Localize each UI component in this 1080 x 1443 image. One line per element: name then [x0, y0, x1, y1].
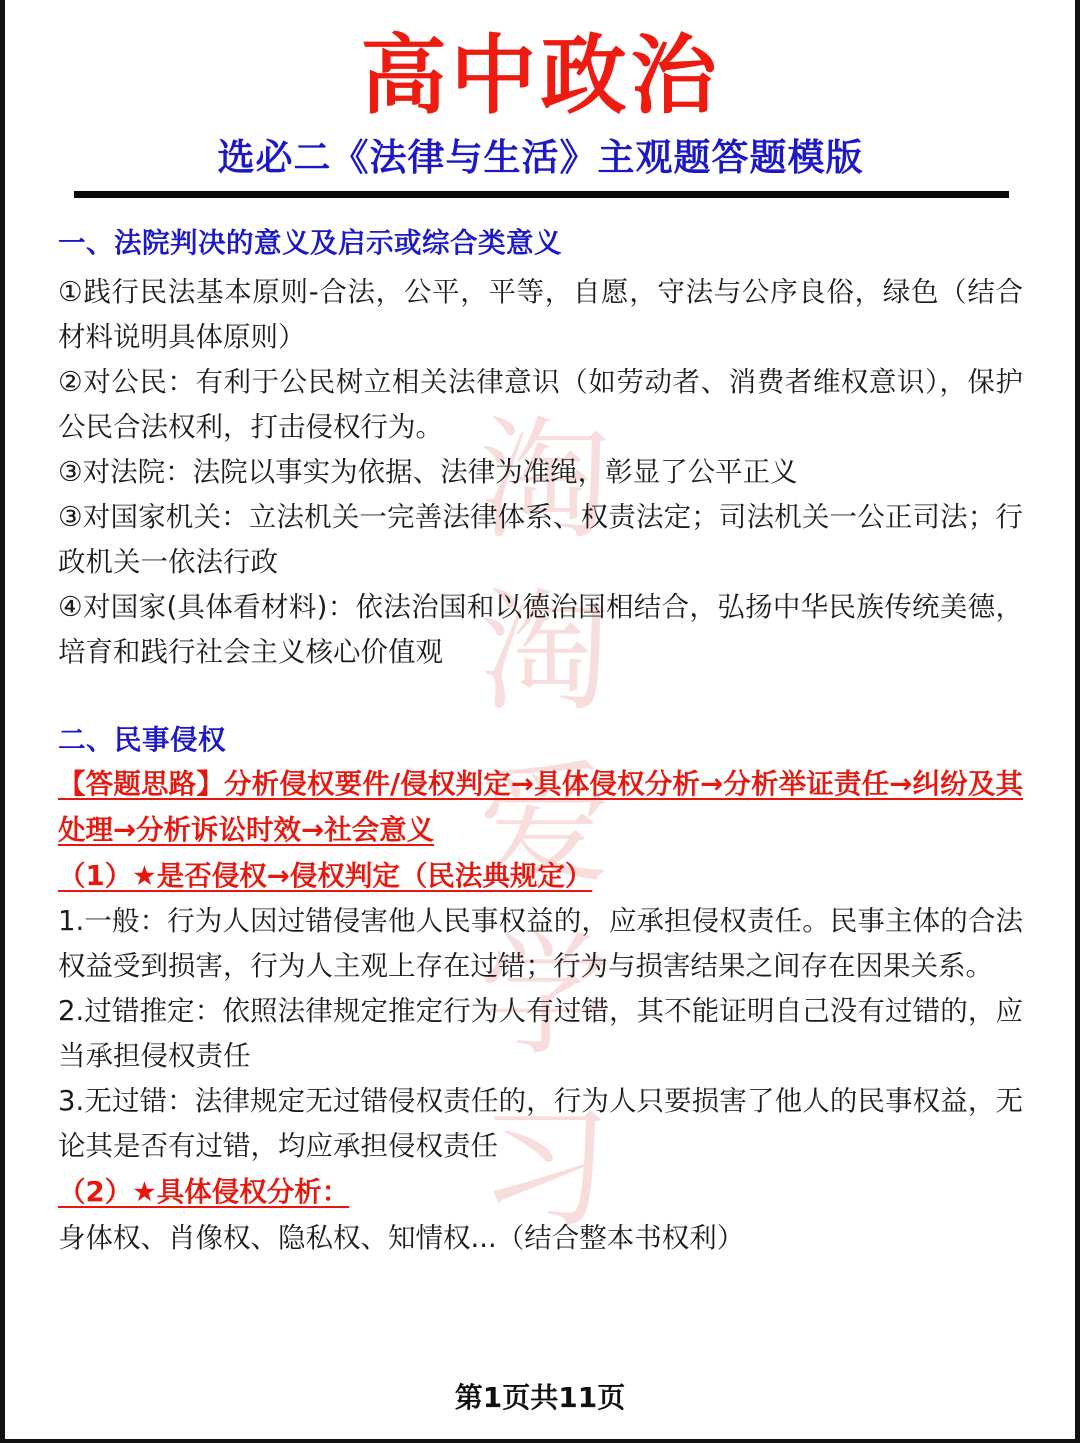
section-heading-1: 一、法院判决的意义及启示或综合类意义: [58, 227, 562, 259]
watermark-char: 淘: [479, 576, 611, 730]
list-item: 2.过错推定：依照法律规定推定行为人有过错，其不能证明自己没有过错的，应当承担侵权责任: [58, 995, 1023, 1072]
watermark-char: 习: [479, 1092, 611, 1246]
page-title-main: 高中政治: [360, 26, 721, 126]
list-item: ③对法院：法院以事实为依据、法律为准绳，彰显了公平正义: [58, 456, 798, 488]
list-item: 3.无过错：法律规定无过错侵权责任的，行为人只要损害了他人的民事权益，无论其是否有过错，均应承担侵权责任: [58, 1085, 1023, 1162]
watermark-char: 爱: [479, 748, 611, 902]
list-item: ①践行民法基本原则-合法，公平，平等，自愿，守法与公序良俗，绿色（结合材料说明具体原则）: [58, 276, 1023, 353]
watermark-char: 学: [479, 920, 611, 1074]
substep-heading-1: [58, 853, 1023, 899]
substep-heading-2: [58, 1169, 1023, 1261]
substep-label: （1）★是否侵权→侵权判定（民法典规定）: [58, 860, 593, 892]
substep-1-items: [58, 899, 1023, 1169]
title-divider: [74, 191, 1009, 198]
list-item: ②对公民：有利于公民树立相关法律意识（如劳动者、消费者维权意识），保护公民合法权利，打击侵权行为。: [58, 366, 1023, 443]
list-item: 1.一般：行为人因过错侵害他人民事权益的，应承担侵权责任。民事主体的合法权益受到损害，行为人主观上存在过错；行为与损害结果之间存在因果关系。: [58, 905, 1023, 982]
watermark-char: 淘: [479, 404, 611, 558]
page-footer: [5, 1381, 1075, 1415]
document-content: [5, 24, 1075, 1261]
section-1-items: [58, 270, 1023, 675]
list-item: ③对国家机关：立法机关一完善法律体系、权责法定；司法机关一公正司法；行政机关一依法行政: [58, 501, 1023, 578]
answer-approach-flow: 【答题思路】分析侵权要件/侵权判定→具体侵权分析→分析举证责任→纠纷及其处理→分析诉讼时效→社会意义: [58, 768, 1023, 846]
section-heading-2: 二、民事侵权: [58, 724, 226, 756]
page-indicator: 第1页共11页: [454, 1381, 626, 1414]
list-item: ④对国家(具体看材料)：依法治国和以德治国相结合，弘扬中华民族传统美德，培育和践行社会主义核心价值观: [58, 591, 1023, 668]
substep-label: （2）★具体侵权分析：: [58, 1176, 350, 1208]
substep-body: 身体权、肖像权、隐私权、知情权...（结合整本书权利）: [58, 1222, 745, 1254]
page-title-subtitle: 选必二《法律与生活》主观题答题模版: [217, 136, 864, 179]
